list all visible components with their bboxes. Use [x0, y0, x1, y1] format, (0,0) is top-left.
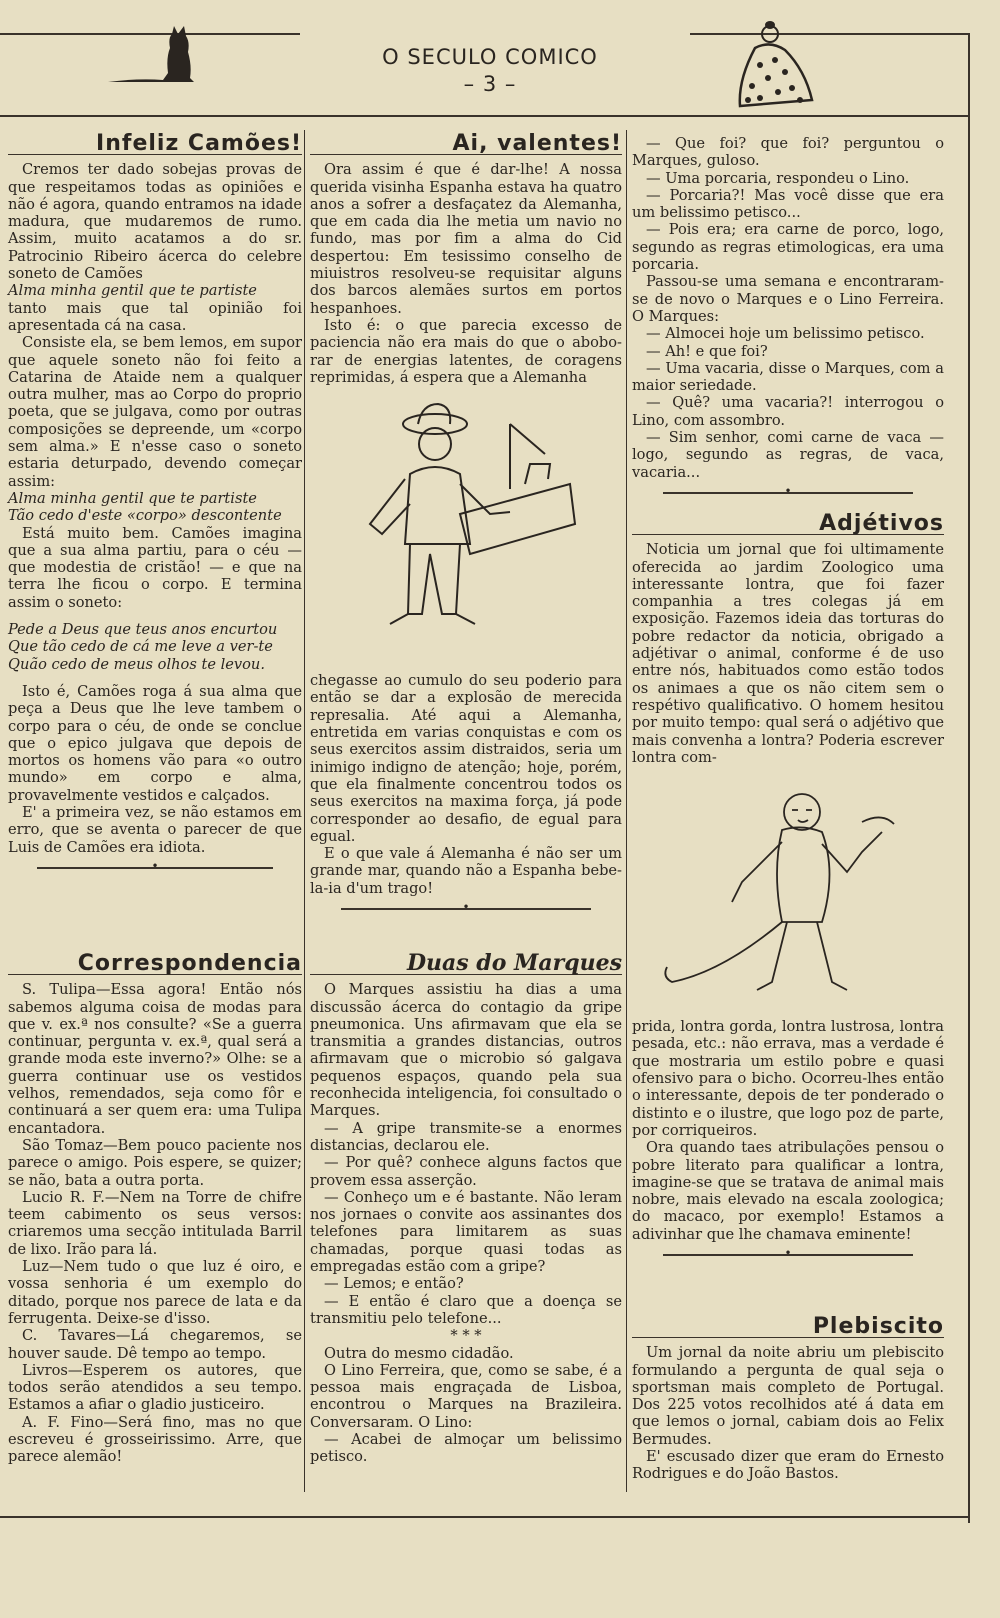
paragraph: — Uma porcaria, respondeu o Lino. [646, 169, 910, 187]
correspondence-entry: C. Tavares—Lá chegaremos, se houver saude. Dê tempo ao tempo. [8, 1327, 302, 1362]
article-correspondencia [8, 951, 302, 1466]
article-infeliz-camoes [8, 131, 302, 878]
heading-plebiscito: Plebiscito [632, 1318, 944, 1338]
ornament-divider [632, 487, 944, 499]
paragraph: — E então é claro que a doença se transmitiu pelo telefone... [310, 1292, 622, 1327]
verse-line: Alma minha gentil que te partiste [8, 489, 257, 507]
article-plebiscito [632, 1314, 944, 1483]
paragraph: Ora quando taes atribulações pensou o pobre literato para qualificar a lontra, imagine-se que se tratava de animal mais nobre, mais elevado na escala zoologica; do macaco, por exemplo! Estamos a adivinhar que lhe chamava eminente! [632, 1139, 944, 1243]
heading-correspondencia: Correspondencia [8, 955, 302, 975]
paragraph: Ora assim é que é dar-lhe! A nossa querida visinha Espanha estava ha quatro anos a sofrer a desfaçatez da Alemanha, que em cada dia lhe metia um navio no fundo, mas por fim a alma do Cid despertou: Em tesissimo conselho de miuistros resolveu-se requisitar alguns dos barcos alemães surtos em portos hespanhoes. [310, 161, 622, 317]
paragraph: Outra do mesmo cidadão. [324, 1344, 514, 1362]
bottom-rule [0, 1516, 970, 1518]
correspondence-entry: A. F. Fino—Será fino, mas no que escreveu é grosseirissimo. Arre, que parece alemão! [8, 1413, 302, 1466]
heading-adjetivos: Adjétivos [632, 515, 944, 535]
paragraph: — Por quê? conhece alguns factos que provem essa asserção. [310, 1154, 622, 1189]
correspondence-entry: São Tomaz—Bem pouco paciente nos parece o amigo. Pois espere, se quizer; se não, bata a outra porta. [8, 1136, 302, 1189]
paragraph: — Pois era; era carne de porco, logo, segundo as regras etimologicas, era uma porcaria. [632, 221, 944, 274]
article-duas-do-marques-continued [632, 135, 944, 503]
paragraph: O Lino Ferreira, que, como se sabe, é a pessoa mais engraçada de Lisboa, encontrou o Marques na Brazileira. Conversaram. O Lino: [310, 1361, 622, 1431]
paragraph: Isto é, Camões roga á sua alma que peça a Deus que lhe leve tambem o corpo para o céu, de onde se conclue que o epico julgava que depois de mortos os homens vão para «o outro mundo» em corpo e alma, provavelmente vestidos e calçados. [8, 682, 302, 804]
paragraph: — Ah! e que foi? [646, 342, 768, 360]
paragraph: — Almocei hoje um belissimo petisco. [646, 325, 925, 343]
paragraph: — Conheço um e é bastante. Não leram nos jornaes o convite aos assinantes dos telefones para limitarem as suas chamadas, porque quasi todas as empregadas estão com a gripe? [310, 1188, 622, 1276]
paragraph: E' escusado dizer que eram do Ernesto Rodrigues e do João Bastos. [632, 1448, 944, 1483]
right-border [968, 33, 970, 1523]
paragraph: Consiste ela, se bem lemos, em supor que aquele soneto não foi feito a Catarina de Ataide nem a qualquer outra mulher, mas ao Corpo do proprio poeta, que se julgava, como por outras composições se depreende, um «corpo sem alma.» E n'esse caso o soneto estaria deturpado, devendo começar assim: [8, 334, 302, 490]
verse-line: Quão cedo de meus olhos te levou. [8, 655, 265, 673]
paragraph: Passou-se uma semana e encontraram-se de novo o Marques e o Lino Ferreira. O Marques: [632, 273, 944, 325]
page-number: – 3 – [463, 72, 517, 96]
article-ai-valentes [310, 131, 622, 919]
paragraph: E' a primeira vez, se não estamos em erro, que se aventa o parecer de que Luis de Camões era idiota. [8, 803, 302, 856]
paragraph: Cremos ter dado sobejas provas de que respeitamos todas as opiniões e não é agora, quando entramos na idade madura, que mudaremos de rumo. Assim, muito acatamos a do sr. Patrocinio Ribeiro ácerca do celebre soneto de Camões [8, 161, 302, 283]
paragraph: E o que vale á Alemanha é não ser um grande mar, quando não a Espanha bebe-la-ia d'um trago! [310, 845, 622, 897]
heading-ai-valentes: Ai, valentes! [310, 135, 622, 155]
heading-duas-do-marques: Duas do Marques [310, 955, 622, 975]
verse-line: Alma minha gentil que te partiste [8, 282, 257, 300]
paragraph: O Marques assistiu ha dias a uma discussão ácerca do contagio da gripe pneumonica. Uns afirmavam que ela se transmitia a grandes distancias, outros afirmavam que o microbio só galgava pequenos espaços, quando pela sua reconhecida inteligencia, foi consultado o Marques. [310, 981, 622, 1120]
correspondence-entry: S. Tulipa—Essa agora! Então nós sabemos alguma coisa de modas para que v. ex.ª nos consulte? «Se a guerra continuar, pergunta v. ex.ª, qual será a grande moda este inverno?» Olhe: se a guerra continuar use os vestidos velhos, remendados, seja como fôr e continuará a ser quem era: uma Tulipa encantadora. [8, 981, 302, 1137]
monkey-illustration [632, 772, 944, 1012]
verse-line: Que tão cedo de cá me leve a ver-te [8, 638, 273, 656]
section-stars: * * * [450, 1327, 482, 1345]
paragraph: Está muito bem. Camões imagina que a sua alma partiu, para o céu — que modestia de cristão! — e que na terra lhe ficou o corpo. E termina assim o soneto: [8, 524, 302, 611]
article-adjetivos [632, 511, 944, 1265]
paragraph: Isto é: o que parecia excesso de paciencia não era mais do que o abobo- rar de energias latentes, de coragens reprimidas, á espera que a Alemanha [310, 316, 622, 386]
ornament-divider [310, 903, 622, 915]
article-duas-do-marques [310, 950, 622, 1466]
paragraph: tanto mais que tal opinião foi apresentada cá na casa. [8, 299, 302, 334]
cat-icon [108, 18, 198, 90]
correspondence-entry: Luz—Nem tudo o que luz é oiro, e vossa senhoria é um exemplo do ditado, porque nos parece de lata e da ferrugenta. Deixe-se d'isso. [8, 1258, 302, 1327]
header-rule [0, 115, 970, 117]
paragraph: — Uma vacaria, disse o Marques, com a maior seriedade. [632, 359, 944, 395]
column-divider-1 [304, 130, 305, 1492]
lady-figure-icon [730, 20, 820, 112]
paragraph: prida, lontra gorda, lontra lustrosa, lontra pesada, etc.: não errava, mas a verdade é que mostraria um estilo pobre e quasi ofensivo para o bicho. Ocorreu-lhes então o interessante, depois de ter ponderado o distinto e o ilustre, que logo poz de parte, por corriqueiros. [632, 1018, 944, 1139]
correspondence-entry: Lucio R. F.—Nem na Torre de chifre teem cabimento os seus versos: criaremos uma secção intitulada Barril de lixo. Irão para lá. [8, 1188, 302, 1258]
paragraph: — Porcaria?! Mas você disse que era um belissimo petisco... [632, 186, 944, 222]
paragraph: — Lemos; e então? [324, 1275, 464, 1293]
ornament-divider [632, 1249, 944, 1261]
paragraph: Um jornal da noite abriu um plebiscito formulando a pergunta de qual seja o sportsman mais completo de Portugal. Dos 225 votos recolhidos até á data em que lemos o jornal, cabiam dois ao Felix Bermudes. [632, 1344, 944, 1448]
paragraph: — Que foi? que foi? perguntou o Marques, guloso. [632, 135, 944, 170]
paragraph: — A gripe transmite-se a enormes distancias, declarou ele. [310, 1119, 622, 1154]
verse-line: Tão cedo d'este «corpo» descontente [8, 507, 282, 525]
verse-line: Pede a Deus que teus anos encurtou [8, 621, 278, 639]
man-with-ship-illustration [310, 394, 622, 664]
paragraph: Noticia um jornal que foi ultimamente oferecida ao jardim Zoologico uma interessante lontra, que foi fazer companhia a tres colegas já em exposição. Fazemos ideia das torturas do pobre redactor da noticia, obrigado a adjétivar o animal, conforme é de uso entre nós, habituados como estão todos os animaes a que os não citem sem o respétivo qualificativo. O homem hesitou por muito tempo: qual será o adjétivo que mais convenha a lontra? Poderia escrever lontra com- [632, 541, 944, 766]
correspondence-entry: Livros—Esperem os autores, que todos serão atendidos a seu tempo. Estamos a afiar o gladio justiceiro. [8, 1361, 302, 1414]
heading-infeliz-camoes: Infeliz Camões! [8, 135, 302, 155]
masthead-title: O SECULO COMICO [382, 45, 598, 69]
masthead [300, 44, 680, 98]
column-divider-2 [626, 130, 627, 1492]
paragraph: — Quê? uma vacaria?! interrogou o Lino, com assombro. [632, 394, 944, 429]
paragraph: — Acabei de almoçar um belissimo petisco. [310, 1431, 622, 1466]
ornament-divider [8, 862, 302, 874]
paragraph: chegasse ao cumulo do seu poderio para então se dar a explosão de merecida represalia. Até aqui a Alemanha, entretida em varias conquistas e com os seus exercitos assim distraidos, seria um inimigo indigno de atenção; hoje, porém, que ela finalmente concentrou todos os seus exercitos na maxima força, já pode corresponder ao desafio, de egual para egual. [310, 672, 622, 845]
paragraph: — Sim senhor, comi carne de vaca — logo, segundo as regras, de vaca, vacaria... [632, 429, 944, 481]
